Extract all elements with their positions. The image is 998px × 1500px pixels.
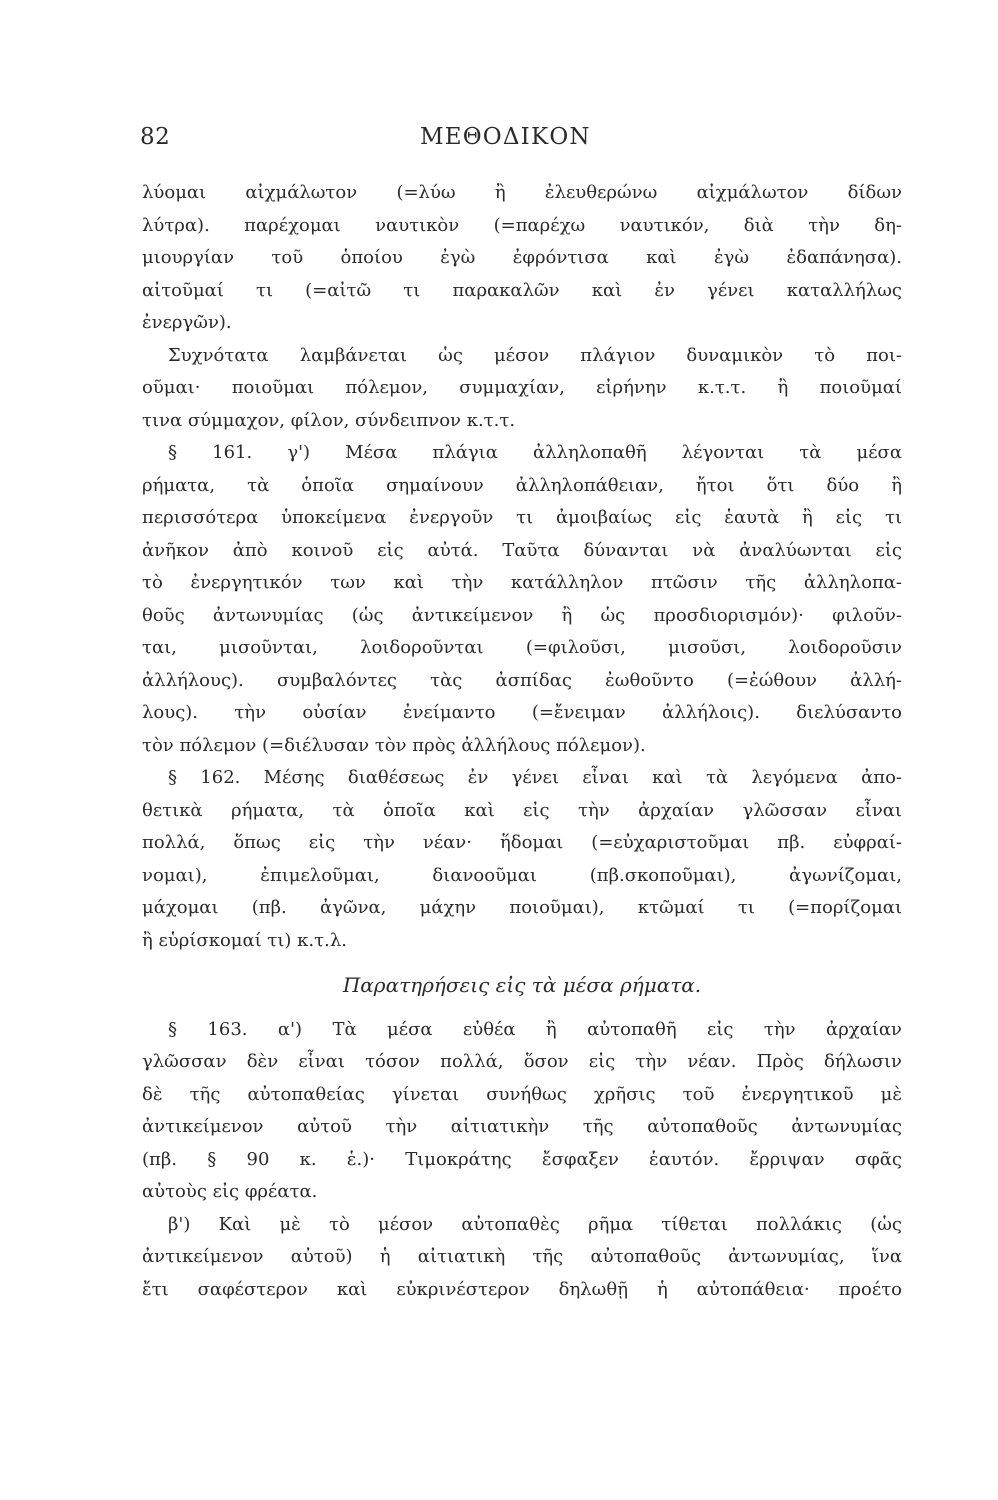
text-line: αὐτοὺς εἰς φρέατα.: [142, 1181, 318, 1202]
section-162-heading: § 162. Μέσης διαθέσεως ἐν γένει εἶναι καὶ τὰ λεγόμενα ἀπο-: [168, 767, 902, 788]
text-line: τὸν πόλεμον (=διέλυσαν τὸν πρὸς ἀλλήλους πόλεμον).: [142, 734, 646, 756]
running-head: ΜΕΘΟΔΙΚΟΝ: [420, 124, 591, 150]
text-line: γλῶσσαν δὲν εἶναι τόσον πολλά, ὅσον εἰς τὴν νέαν. Πρὸς δήλωσιν: [142, 1051, 902, 1072]
subsection-heading: Παρατηρήσεις εἰς τὰ μέσα ρήματα.: [342, 973, 702, 997]
spacer: [142, 1002, 902, 1014]
text-line: οῦμαι· ποιοῦμαι πόλεμον, συμμαχίαν, εἰρήνην κ.τ.τ. ἢ ποιοῦμαί: [142, 377, 902, 398]
text-line: Συχνότατα λαμβάνεται ὡς μέσον πλάγιον δυναμικὸν τὸ ποι-: [168, 344, 902, 366]
text-line: μάχομαι (πβ. ἀγῶνα, μάχην ποιοῦμαι), κτῶμαί τι (=πορίζομαι: [142, 897, 902, 918]
section-161-heading: § 161. γ') Μέσα πλάγια ἀλληλοπαθῆ λέγονται τὰ μέσα: [168, 442, 902, 463]
text-line: (πβ. § 90 κ. ἑ.)· Τιμοκράτης ἔσφαξεν ἑαυτόν. ἔρριψαν σφᾶς: [142, 1148, 902, 1170]
text-line: ρήματα, τὰ ὁποῖα σημαίνουν ἀλληλοπάθειαν, ἤτοι ὅτι δύο ἢ: [142, 474, 902, 496]
text-line: ἀντικείμενον αὐτοῦ τὴν αἰτιατικὴν τῆς αὐτοπαθοῦς ἀντωνυμίας: [142, 1116, 902, 1137]
text-line: λους). τὴν οὐσίαν ἐνείμαντο (=ἔνειμαν ἀλλήλοις). διελύσαντο: [142, 702, 902, 723]
body-text: [142, 177, 902, 1306]
page-number: 82: [140, 124, 171, 150]
section-163-heading: § 163. α') Τὰ μέσα εὐθέα ἢ αὐτοπαθῆ εἰς τὴν ἀρχαίαν: [168, 1018, 902, 1040]
text-line: λύομαι αἰχμάλωτον (=λύω ἢ ἐλευθερώνω αἰχμάλωτον δίδων: [142, 182, 902, 203]
text-line: νομαι), ἐπιμελοῦμαι, διανοοῦμαι (πβ.σκοποῦμαι), ἀγωνίζομαι,: [142, 864, 902, 886]
text-line: περισσότερα ὑποκείμενα ἐνεργοῦν τι ἀμοιβαίως εἰς ἑαυτὰ ἢ εἰς τι: [142, 507, 902, 528]
text-line: ἐνεργῶν).: [142, 312, 232, 333]
text-line: δὲ τῆς αὐτοπαθείας γίνεται συνήθως χρῆσις τοῦ ἐνεργητικοῦ μὲ: [142, 1083, 902, 1105]
text-line: μιουργίαν τοῦ ὁποίου ἐγὼ ἐφρόντισα καὶ ἐγὼ ἐδαπάνησα).: [142, 247, 902, 268]
text-line: τινα σύμμαχον, φίλον, σύνδειπνον κ.τ.τ.: [142, 409, 516, 431]
text-line: ἔτι σαφέστερον καὶ εὐκρινέστερον δηλωθῇ ἡ αὐτοπάθεια· προέτο: [142, 1278, 902, 1300]
text-line: β') Καὶ μὲ τὸ μέσον αὐτοπαθὲς ρῆμα τίθεται πολλάκις (ὡς: [168, 1213, 902, 1235]
text-line: πολλά, ὅπως εἰς τὴν νέαν· ἥδομαι (=εὐχαριστοῦμαι πβ. εὐφραί-: [142, 832, 902, 853]
text-line: αἰτοῦμαί τι (=αἰτῶ τι παρακαλῶν καὶ ἐν γένει καταλλήλως: [142, 279, 902, 301]
text-line: λύτρα). παρέχομαι ναυτικὸν (=παρέχω ναυτικόν, διὰ τὴν δη-: [142, 214, 902, 236]
text-line: ἀνῆκον ἀπὸ κοινοῦ εἰς αὐτά. Ταῦτα δύνανται νὰ ἀναλύωνται εἰς: [142, 539, 902, 561]
text-line: τὸ ἐνεργητικόν των καὶ τὴν κατάλληλον πτῶσιν τῆς ἀλληλοπα-: [142, 572, 902, 593]
spacer: [142, 957, 902, 969]
text-line: θετικὰ ρήματα, τὰ ὁποῖα καὶ εἰς τὴν ἀρχαίαν γλῶσσαν εἶναι: [142, 799, 902, 821]
text-line: ἀλλήλους). συμβαλόντες τὰς ἀσπίδας ἐωθοῦντο (=ἐώθουν ἀλλή-: [142, 669, 902, 691]
text-line: ἀντικείμενον αὐτοῦ) ἡ αἰτιατικὴ τῆς αὐτοπαθοῦς ἀντωνυμίας, ἵνα: [142, 1246, 902, 1267]
text-line: θοῦς ἀντωνυμίας (ὡς ἀντικείμενον ἢ ὡς προσδιορισμόν)· φιλοῦν-: [142, 604, 902, 626]
text-line: ἢ εὑρίσκομαί τι) κ.τ.λ.: [142, 929, 347, 951]
text-line: ται, μισοῦνται, λοιδοροῦνται (=φιλοῦσι, μισοῦσι, λοιδοροῦσιν: [142, 637, 902, 658]
